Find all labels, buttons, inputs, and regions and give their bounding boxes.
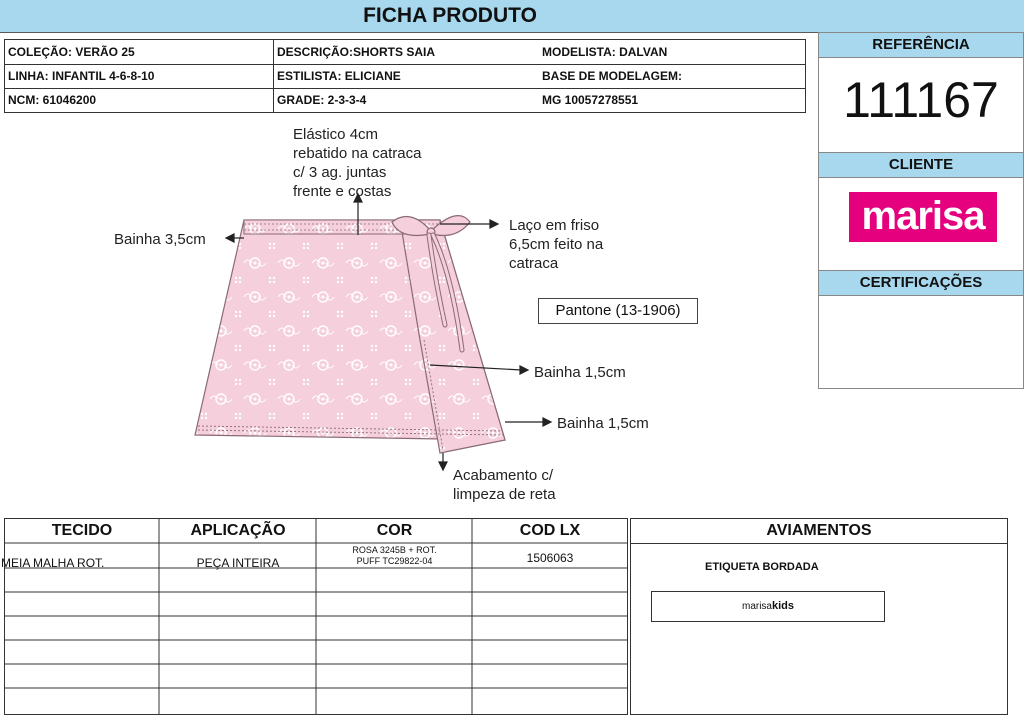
table-cell-cod: 1506063: [526, 551, 574, 565]
aviamentos-box: [630, 518, 1008, 715]
cliente-heading: CLIENTE: [819, 152, 1023, 178]
col-header-cod: COD LX: [519, 522, 581, 539]
info-row: [5, 64, 805, 89]
linha-field: LINHA: INFANTIL 4-6-8-10: [8, 69, 155, 83]
annotation-laco: Laço em friso 6,5cm feito na catraca: [509, 217, 604, 272]
ncm-field: NCM: 61046200: [8, 93, 97, 107]
grade-field: GRADE: 2-3-3-4: [277, 93, 367, 107]
pantone-box: Pantone (13-1906): [538, 298, 698, 324]
header-bar: [0, 0, 1024, 33]
etiqueta-label: ETIQUETA BORDADA: [705, 561, 819, 573]
estilista-field: ESTILISTA: ELICIANE: [277, 69, 401, 83]
etiqueta-sample: marisakids: [651, 591, 885, 622]
colecao-field: COLEÇÃO: VERÃO 25: [8, 45, 135, 59]
aviamentos-heading: AVIAMENTOS: [631, 519, 1007, 544]
reference-number: 111167: [843, 72, 999, 128]
annotation-bainha-mid: Bainha 1,5cm: [534, 364, 626, 381]
reference-panel: [818, 32, 1024, 389]
modelista-field: MODELISTA: DALVAN: [542, 45, 668, 59]
col-header-tecido: TECIDO: [51, 522, 113, 539]
certificacoes-heading: CERTIFICAÇÕES: [819, 270, 1023, 296]
table-cell-cor: ROSA 3245B + ROT. PUFF TC29822-04: [352, 545, 437, 566]
annotation-acabamento: Acabamento c/ limpeza de reta: [453, 467, 556, 503]
info-row: [5, 40, 805, 65]
page-title: FICHA PRODUTO: [363, 4, 537, 27]
referencia-heading: REFERÊNCIA: [819, 32, 1023, 58]
base-modelagem-field: BASE DE MODELAGEM:: [542, 69, 683, 83]
marisa-logo: marisa: [849, 192, 997, 242]
col-header-aplicacao: APLICAÇÃO: [190, 522, 286, 539]
table-cell-tecido: MEIA MALHA ROT.: [1, 556, 105, 570]
table-cell-aplicacao: PEÇA INTEIRA: [196, 556, 280, 570]
annotation-elastico: Elástico 4cm rebatido na catraca c/ 3 ag. juntas frente e costas: [293, 126, 422, 200]
descricao-field: DESCRIÇÃO:SHORTS SAIA: [277, 45, 436, 59]
product-info-table: [4, 39, 806, 113]
materials-table: [1, 518, 628, 715]
mg-field: MG 10057278551: [542, 93, 639, 107]
annotation-bainha-left: Bainha 3,5cm: [114, 231, 206, 248]
col-header-cor: COR: [376, 522, 413, 539]
annotation-bainha-bottom: Bainha 1,5cm: [557, 415, 649, 432]
